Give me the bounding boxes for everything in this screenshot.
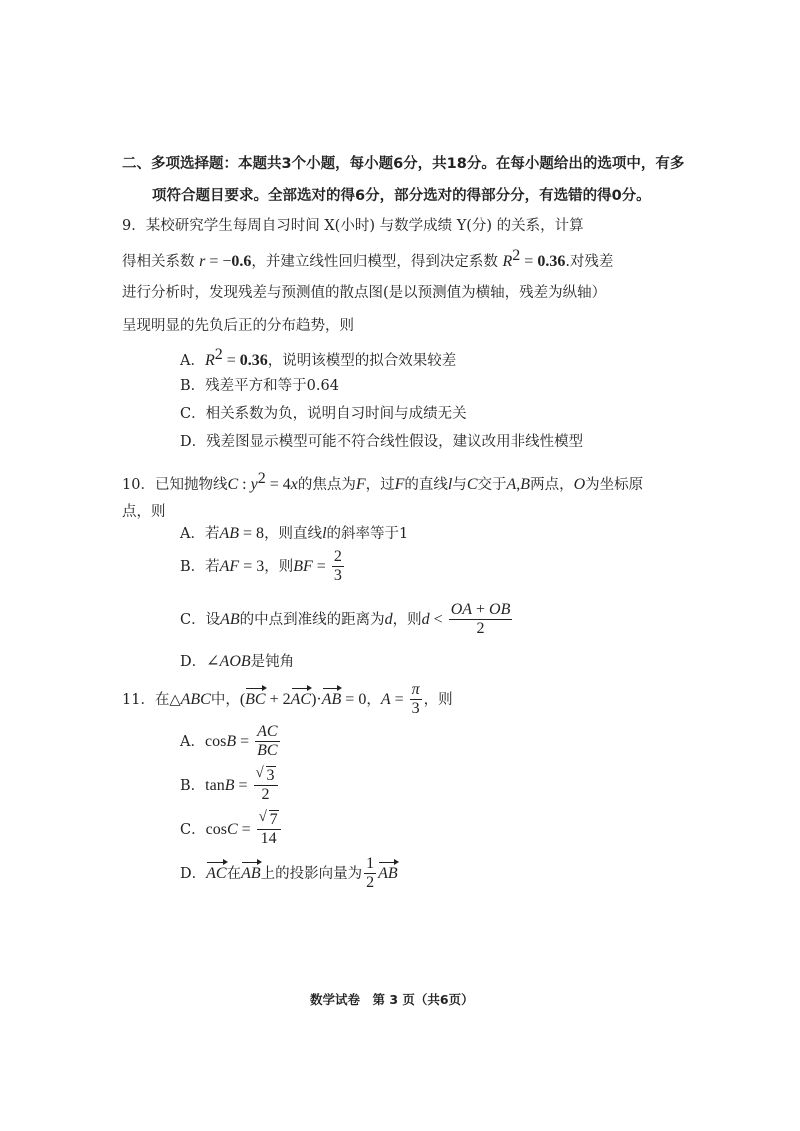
- section-heading-line2: 项符合题目要求。全部选对的得6分，部分选对的得部分分，有选错的得0分。: [152, 188, 651, 204]
- q11-option-b: B．tanB = √ 3 2: [180, 767, 280, 805]
- q9-line3: 进行分析时，发现残差与预测值的散点图(是以预测值为横轴，残差为纵轴）: [122, 285, 607, 301]
- q11-option-c: C．cosC = √ 7 14: [180, 811, 283, 849]
- fraction-sqrt3-2: √ 3 2: [254, 767, 278, 805]
- q9-line2: 得相关系数 r = −0.6，并建立线性回归模型，得到决定系数 $R^2 = 0.36$.对残差: [122, 247, 614, 270]
- section-heading-line1: 二、多项选择题：本题共3个小题，每小题6分，共18分。在每小题给出的选项中，有多: [122, 156, 685, 172]
- q10-option-c: C．设AB的中点到准线的距离为d，则d < $\frac{OA + OB}{2}$: [180, 601, 511, 638]
- q9-option-b: B．残差平方和等于0.64: [180, 378, 339, 394]
- vector-ab: AB: [378, 858, 398, 883]
- q10-option-b: B．若AF = 3，则BF = $\frac{2}{3}$: [180, 548, 342, 585]
- vector-ac: AC: [291, 684, 311, 709]
- fraction-pi-3: $\frac{\pi}{3}$: [411, 681, 420, 718]
- q9-option-c: C．相关系数为负，说明自习时间与成绩无关: [180, 406, 467, 422]
- vector-ac: AC: [206, 858, 226, 883]
- vector-bc: BC: [245, 684, 265, 709]
- page-footer: 数学试卷 第 3 页（共6页）: [310, 992, 474, 1007]
- q11-option-a: A．cosB = $\frac{AC}{BC}$: [180, 723, 278, 760]
- vector-ab: AB: [241, 858, 261, 883]
- fraction-2-3: $\frac{2}{3}$: [333, 548, 342, 585]
- q9-option-d: D．残差图显示模型可能不符合线性假设，建议改用非线性模型: [180, 434, 584, 450]
- q10-line1: 10．已知抛物线C : $y^2 = 4x$的焦点为F，过F的直线l与C交于A,B两点，O为坐标原: [122, 470, 644, 493]
- q11-option-d: D．AC在AB上的投影向量为 $\frac{1}{2}$ AB: [180, 855, 398, 892]
- q10-option-a: A．若AB = 8，则直线l的斜率等于1: [180, 525, 409, 542]
- fraction-ac-bc: $\frac{AC}{BC}$: [257, 723, 278, 760]
- vector-ab: AB: [322, 684, 342, 709]
- q11-line1: 11．在△ABC中，(BC + 2AC)·AB = 0，A = $\frac{\pi}{3}$ ，则: [122, 681, 453, 718]
- q10-line2: 点，则: [122, 504, 166, 520]
- fraction-oa-ob-over-2: $\frac{OA + OB}{2}$: [450, 601, 511, 638]
- fraction-sqrt7-14: √ 7 14: [257, 811, 281, 849]
- q9-line4: 呈现明显的先负后正的分布趋势，则: [122, 318, 354, 334]
- q9-option-a: A．$R^2 = 0.36$，说明该模型的拟合效果较差: [180, 346, 457, 369]
- q9-line1: 9．某校研究学生每周自习时间 X(小时) 与数学成绩 Y(分) 的关系，计算: [122, 218, 584, 234]
- q10-option-d: D．∠AOB是钝角: [180, 653, 295, 670]
- fraction-1-2: $\frac{1}{2}$: [366, 855, 375, 892]
